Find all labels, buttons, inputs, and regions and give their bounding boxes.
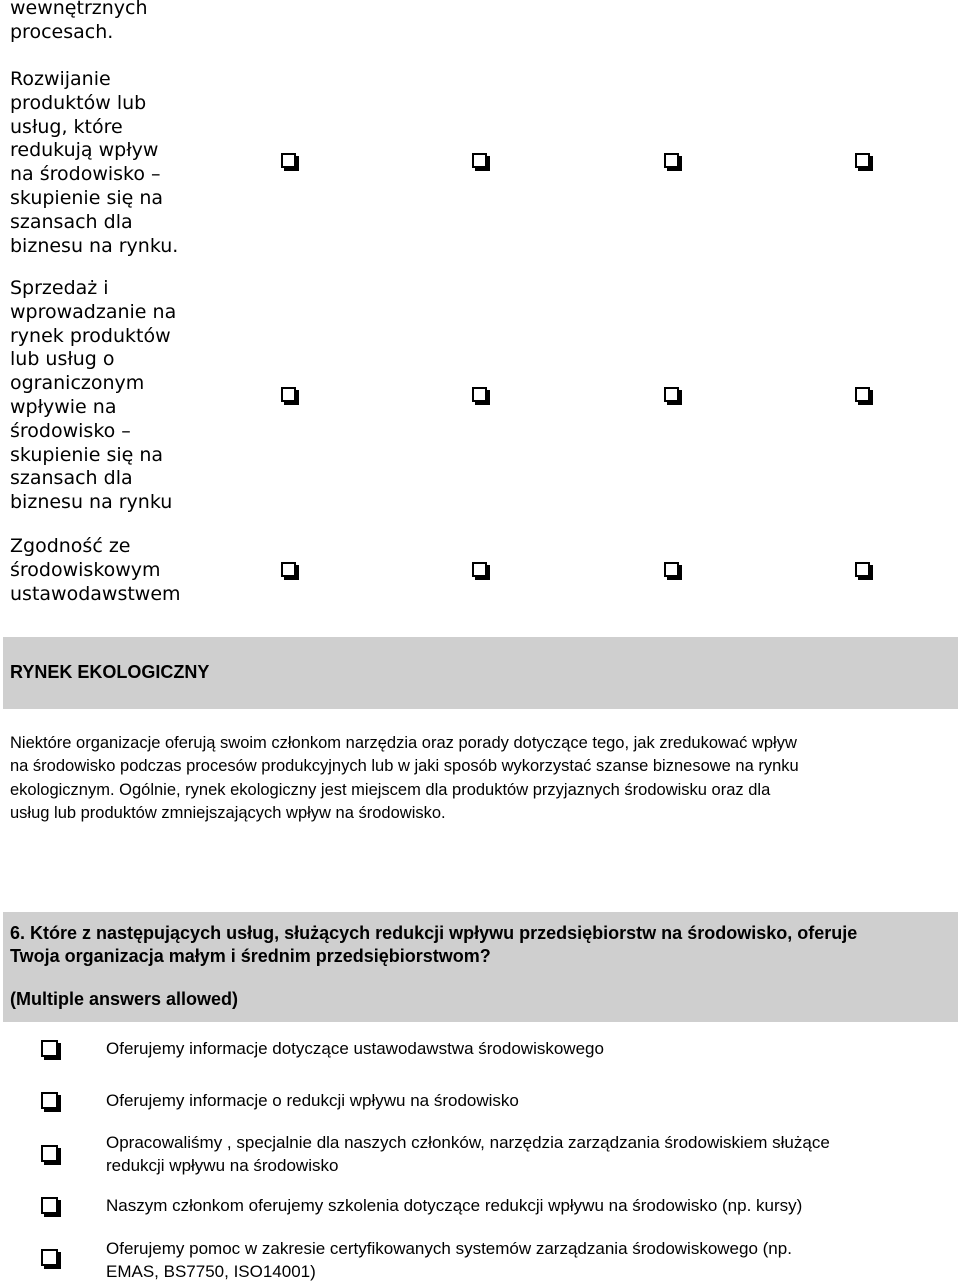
- matrix-checkbox[interactable]: [472, 387, 487, 402]
- matrix-checkbox[interactable]: [281, 562, 296, 577]
- matrix-row-label-3: Sprzedaż i wprowadzanie na rynek produktów lub usług o ograniczonym wpływie na środowisko – skupienie się na szansach dla biznesu na rynku: [10, 277, 177, 514]
- section-title: RYNEK EKOLOGICZNY: [10, 662, 210, 682]
- matrix-checkbox[interactable]: [664, 153, 679, 168]
- matrix-checkbox[interactable]: [472, 153, 487, 168]
- matrix-checkbox[interactable]: [281, 153, 296, 168]
- matrix-row-label-2: Rozwijanie produktów lub usług, które redukują wpływ na środowisko – skupienie się na szansach dla biznesu na rynku.: [10, 68, 179, 257]
- option-checkbox[interactable]: [41, 1040, 58, 1057]
- matrix-checkbox[interactable]: [855, 153, 870, 168]
- option-label: Naszym członkom oferujemy szkolenia dotyczące redukcji wpływu na środowisko (np. kursy): [106, 1196, 803, 1215]
- option-label: Oferujemy informacje dotyczące ustawodawstwa środowiskowego: [106, 1039, 604, 1058]
- option-label: Oferujemy informacje o redukcji wpływu na środowisko: [106, 1091, 519, 1110]
- matrix-checkbox[interactable]: [855, 387, 870, 402]
- matrix-checkbox[interactable]: [281, 387, 296, 402]
- option-checkbox[interactable]: [41, 1197, 58, 1214]
- option-checkbox[interactable]: [41, 1145, 58, 1162]
- matrix-row-label-4: Zgodność ze środowiskowym ustawodawstwem: [10, 535, 181, 605]
- matrix-checkbox[interactable]: [664, 387, 679, 402]
- option-checkbox[interactable]: [41, 1092, 58, 1109]
- question-text: 6. Które z następujących usług, służących redukcji wpływu przedsiębiorstw na środowisko, oferuje Twoja organizacja małym i średnim przedsiębiorstwom?: [10, 923, 858, 966]
- matrix-row-label-1: wewnętrznych procesach.: [10, 0, 148, 43]
- matrix-checkbox[interactable]: [472, 562, 487, 577]
- question-note: (Multiple answers allowed): [10, 989, 239, 1009]
- matrix-checkbox[interactable]: [664, 562, 679, 577]
- option-label: Oferujemy pomoc w zakresie certyfikowanych systemów zarządzania środowiskowego (np. EMAS, BS7750, ISO14001): [106, 1239, 792, 1281]
- section-intro: Niektóre organizacje oferują swoim członkom narzędzia oraz porady dotyczące tego, jak zredukować wpływ na środowisko podczas procesów produkcyjnych lub w jaki sposób wykorzystać szanse biznesowe na rynku ekologicznym. Ogólnie, rynek ekologiczny jest miejscem dla produktów przyjaznych środowisku oraz dla usług lub produktów zmniejszających wpływ na środowisko.: [10, 734, 799, 822]
- option-label: Opracowaliśmy , specjalnie dla naszych członków, narzędzia zarządzania środowiskiem służące redukcji wpływu na środowisko: [106, 1133, 830, 1175]
- option-checkbox[interactable]: [41, 1249, 58, 1266]
- matrix-checkbox[interactable]: [855, 562, 870, 577]
